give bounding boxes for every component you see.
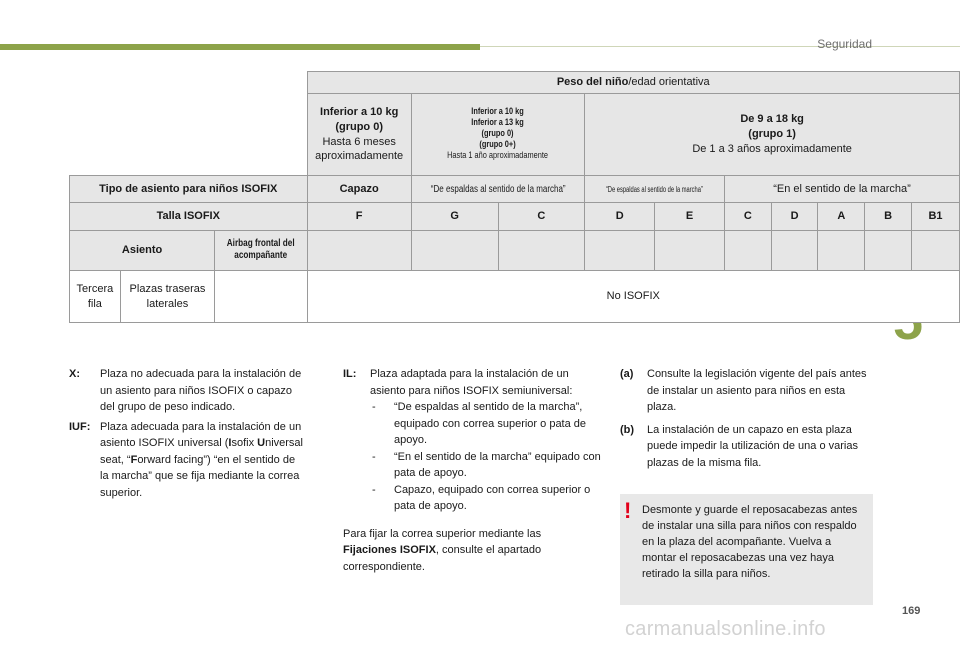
il-bullet: - “En el sentido de la marcha” equipado con pata de apoyo. <box>372 450 601 479</box>
legend-il: IL: Plaza adaptada para la instalación de un asiento para niños ISOFIX semiuniversal: - “De espaldas al sentido de la marcha”, equipado con correa superior o pata de apoyo. - “En el sentido de la marcha” equipado con pata de apoyo. - Capazo, equipado con correa superior o pata de apoyo. <box>343 366 603 515</box>
size-cell: A <box>818 203 865 231</box>
isofix-table <box>69 71 960 323</box>
note-a: (a) Consulte la legislación vigente del país antes de instalar un asiento para niños en esta plaza. <box>620 368 867 413</box>
size-cell: D <box>771 203 818 231</box>
weight-heading: Peso del niño/edad orientativa <box>307 72 959 94</box>
legend-column-right <box>620 366 874 474</box>
row-value: No ISOFIX <box>307 271 959 323</box>
note-b: (b) La instalación de un capazo en esta plaza puede impedir la utilización de una o varias plazas de la misma fila. <box>620 423 858 469</box>
legend-column-middle <box>343 366 603 575</box>
size-cell: B1 <box>911 203 959 231</box>
group-0-header: Inferior a 10 kg (grupo 0) Hasta 6 meses aproximadamente <box>307 94 411 176</box>
warning-box <box>620 494 873 605</box>
rear-facing-label: “De espaldas al sentido de la marcha” <box>411 176 584 203</box>
size-cell: B <box>865 203 912 231</box>
section-color-bar <box>0 44 480 50</box>
size-cell: D <box>585 203 655 231</box>
page-number: 169 <box>902 605 921 617</box>
il-bullet: - Capazo, equipado con correa superior o pata de apoyo. <box>372 483 591 512</box>
group-1-header: De 9 a 18 kg (grupo 1) De 1 a 3 años aproximadamente <box>585 94 960 176</box>
rear-facing-label-small: “De espaldas al sentido de la marcha” <box>585 176 725 203</box>
legend-column-left <box>69 366 305 504</box>
size-cell: E <box>655 203 725 231</box>
seat-label: Asiento <box>70 231 215 271</box>
size-cell: C <box>498 203 585 231</box>
capazo-label: Capazo <box>307 176 411 203</box>
warning-text: Desmonte y guarde el reposacabezas antes de instalar una silla para niños con respaldo en la plaza del acompañante. Vuelva a montar el reposacabezas una vez haya retirado la silla para niños. <box>642 504 858 580</box>
warning-icon: ! <box>624 498 632 523</box>
tether-note: Para fijar la correa superior mediante las Fijaciones ISOFIX, consulte el apartado correspondiente. <box>343 527 542 573</box>
size-cell: C <box>724 203 771 231</box>
legend-iuf: IUF: Plaza adecuada para la instalación de un asiento ISOFIX universal (Isofix Universal seat, “Forward facing”) “en el sentido de la marcha” que se fija mediante la correa superior. <box>69 420 303 499</box>
forward-facing-label: “En el sentido de la marcha” <box>724 176 959 203</box>
row-label: Tercera fila <box>70 271 121 323</box>
row-seats: Plazas traseras laterales <box>120 271 214 323</box>
section-title: Seguridad <box>817 37 872 51</box>
header-rule <box>480 46 960 47</box>
il-bullet: - “De espaldas al sentido de la marcha”, equipado con correa superior o pata de apoyo. <box>372 401 587 446</box>
size-cell: F <box>307 203 411 231</box>
size-cell: G <box>411 203 498 231</box>
airbag-label: Airbag frontal del acompañante <box>215 231 307 271</box>
watermark: carmanualsonline.info <box>625 618 826 640</box>
legend-x: X: Plaza no adecuada para la instalación de un asiento para niños ISOFIX o capazo del grupo de peso indicado. <box>69 368 302 413</box>
seat-type-label: Tipo de asiento para niños ISOFIX <box>70 176 308 203</box>
isofix-size-label: Talla ISOFIX <box>70 203 308 231</box>
group-0plus-header: Inferior a 10 kg Inferior a 13 kg (grupo 0) (grupo 0+) Hasta 1 año aproximadamente <box>411 94 584 176</box>
